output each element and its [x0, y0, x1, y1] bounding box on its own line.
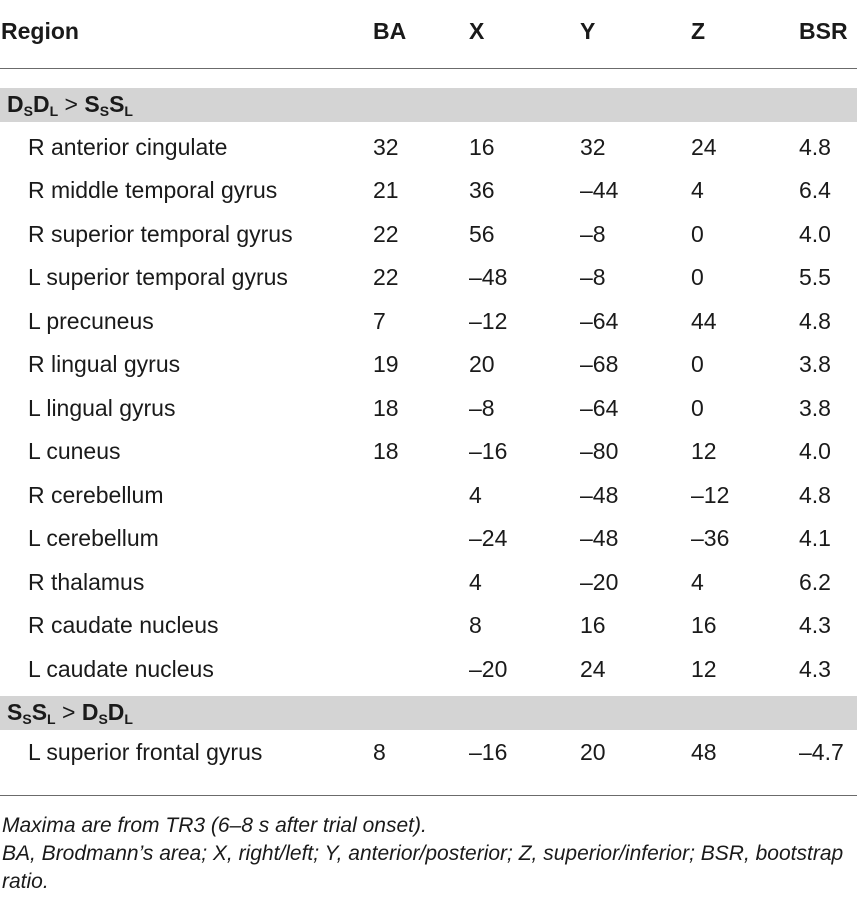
section-label: $S_SS_L > D_SD_L$: [7, 699, 133, 727]
column-header-bsr: BSR: [799, 18, 848, 44]
cell-bsr: 3.8: [799, 395, 831, 421]
table-footnotes: [2, 812, 852, 896]
cell-x: 16: [469, 134, 495, 160]
cell-z: 12: [691, 438, 717, 464]
cell-x: –12: [469, 308, 508, 334]
section-header: [0, 88, 857, 122]
cell-z: 4: [691, 177, 704, 203]
cell-z: 0: [691, 221, 704, 247]
cell-x: 56: [469, 221, 495, 247]
cell-x: 36: [469, 177, 495, 203]
cell-ba: 19: [373, 351, 399, 377]
cell-x: –48: [469, 264, 508, 290]
cell-bsr: 5.5: [799, 264, 831, 290]
cell-x: 20: [469, 351, 495, 377]
cell-x: –16: [469, 438, 508, 464]
header-divider: [0, 68, 857, 69]
footnote: BA, Brodmann’s area; X, right/left; Y, anterior/posterior; Z, superior/inferior; BSR, bootstrap ratio.: [2, 842, 844, 893]
cell-bsr: 6.2: [799, 569, 831, 595]
cell-z: 4: [691, 569, 704, 595]
table-row: [0, 134, 857, 177]
cell-z: 24: [691, 134, 717, 160]
table-row: [0, 395, 857, 438]
table-header: [0, 0, 857, 68]
table-row: [0, 264, 857, 307]
cell-bsr: 3.8: [799, 351, 831, 377]
cell-x: –16: [469, 739, 508, 765]
table-row: [0, 656, 857, 699]
cell-z: –36: [691, 525, 730, 551]
cell-region: L cuneus: [28, 438, 121, 464]
cell-y: 32: [580, 134, 606, 160]
cell-bsr: 4.8: [799, 482, 831, 508]
table-row: [0, 739, 857, 782]
cell-y: 16: [580, 612, 606, 638]
cell-ba: 7: [373, 308, 386, 334]
cell-region: L cerebellum: [28, 525, 159, 551]
cell-x: –20: [469, 656, 508, 682]
cell-y: –80: [580, 438, 619, 464]
cell-y: –44: [580, 177, 619, 203]
footnote: Maxima are from TR3 (6–8 s after trial onset).: [2, 814, 427, 837]
cell-z: 12: [691, 656, 717, 682]
cell-y: –20: [580, 569, 619, 595]
cell-region: R cerebellum: [28, 482, 164, 508]
cell-x: 4: [469, 569, 482, 595]
cell-z: 0: [691, 395, 704, 421]
cell-x: 4: [469, 482, 482, 508]
cell-y: –48: [580, 525, 619, 551]
cell-ba: 18: [373, 395, 399, 421]
cell-z: 44: [691, 308, 717, 334]
cell-region: R thalamus: [28, 569, 145, 595]
column-header-x: X: [469, 18, 485, 44]
cell-bsr: 4.8: [799, 134, 831, 160]
cell-region: L superior frontal gyrus: [28, 739, 263, 765]
column-header-z: Z: [691, 18, 706, 44]
cell-ba: 32: [373, 134, 399, 160]
cell-z: 0: [691, 351, 704, 377]
cell-y: –64: [580, 308, 619, 334]
cell-region: R caudate nucleus: [28, 612, 219, 638]
cell-y: –64: [580, 395, 619, 421]
cell-bsr: 6.4: [799, 177, 831, 203]
cell-bsr: 4.1: [799, 525, 831, 551]
section-label: $D_SD_L > S_SS_L$: [7, 91, 133, 119]
cell-ba: 21: [373, 177, 399, 203]
table-row: [0, 308, 857, 351]
cell-ba: 22: [373, 264, 399, 290]
cell-y: 20: [580, 739, 606, 765]
cell-z: –12: [691, 482, 730, 508]
cell-y: –8: [580, 221, 606, 247]
column-header-region: Region: [1, 18, 79, 44]
cell-region: L caudate nucleus: [28, 656, 214, 682]
cell-bsr: 4.3: [799, 656, 831, 682]
cell-bsr: 4.0: [799, 221, 831, 247]
table-row: [0, 177, 857, 220]
section-header: [0, 696, 857, 730]
cell-x: –8: [469, 395, 495, 421]
cell-region: L lingual gyrus: [28, 395, 176, 421]
cell-y: –8: [580, 264, 606, 290]
table-row: [0, 525, 857, 568]
cell-z: 16: [691, 612, 717, 638]
cell-region: R anterior cingulate: [28, 134, 228, 160]
table-row: [0, 569, 857, 612]
cell-x: 8: [469, 612, 482, 638]
table-row: [0, 351, 857, 394]
cell-y: –48: [580, 482, 619, 508]
cell-region: R superior temporal gyrus: [28, 221, 293, 247]
cell-ba: 18: [373, 438, 399, 464]
cell-region: L precuneus: [28, 308, 154, 334]
cell-ba: 8: [373, 739, 386, 765]
cell-z: 48: [691, 739, 717, 765]
cell-x: –24: [469, 525, 508, 551]
cell-region: R middle temporal gyrus: [28, 177, 278, 203]
cell-y: –68: [580, 351, 619, 377]
column-header-y: Y: [580, 18, 596, 44]
cell-region: L superior temporal gyrus: [28, 264, 288, 290]
table-row: [0, 612, 857, 655]
table-row: [0, 438, 857, 481]
cell-bsr: 4.0: [799, 438, 831, 464]
table-row: [0, 221, 857, 264]
cell-bsr: 4.3: [799, 612, 831, 638]
cell-region: R lingual gyrus: [28, 351, 181, 377]
table-bottom-divider: [0, 795, 857, 796]
cell-y: 24: [580, 656, 606, 682]
column-header-ba: BA: [373, 18, 407, 44]
cell-bsr: –4.7: [799, 739, 844, 765]
table-row: [0, 482, 857, 525]
cell-z: 0: [691, 264, 704, 290]
cell-bsr: 4.8: [799, 308, 831, 334]
cell-ba: 22: [373, 221, 399, 247]
